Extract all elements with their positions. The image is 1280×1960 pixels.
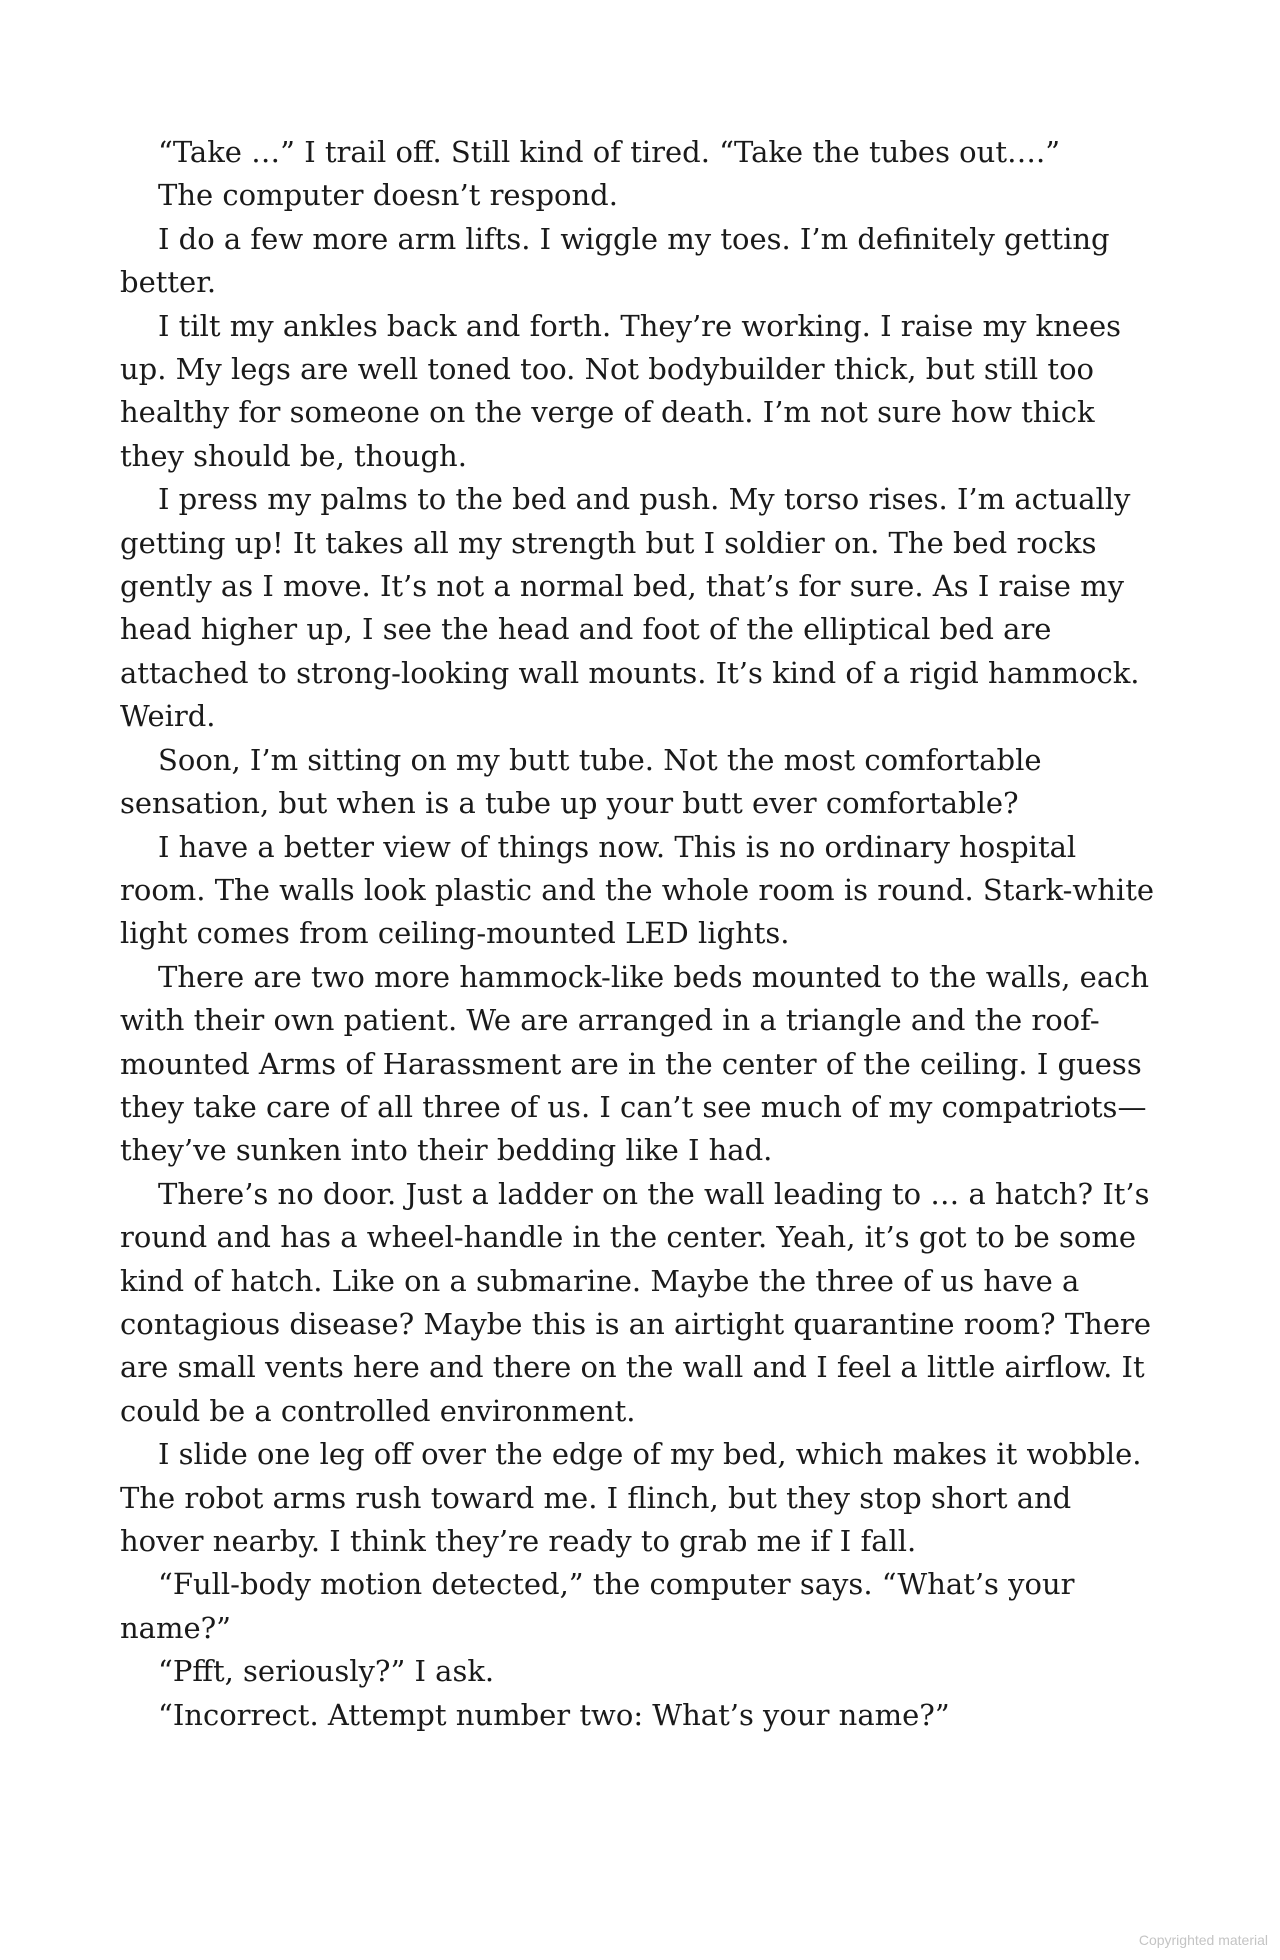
copyright-watermark: Copyrighted material [1138, 1932, 1268, 1948]
paragraph: Soon, I’m sitting on my butt tube. Not the most comfortable sensation, but when is a tube up your butt ever comfortable? [120, 742, 1042, 821]
paragraph: “Incorrect. Attempt number two: What’s your name?” [158, 1697, 950, 1732]
paragraph: The computer doesn’t respond. [158, 178, 618, 213]
body-text [120, 131, 1160, 1737]
paragraph: I have a better view of things now. This is no ordinary hospital room. The walls look plastic and the whole room is round. Stark-white light comes from ceiling-mounted LED lights. [120, 829, 1155, 951]
paragraph: “Take …” I trail off. Still kind of tired. “Take the tubes out….” [158, 135, 1061, 169]
paragraph: I slide one leg off over the edge of my bed, which makes it wobble. The robot arms rush toward me. I flinch, but they stop short and hover nearby. I think they’re ready to grab me if I fall. [120, 1437, 1142, 1558]
paragraph: I press my palms to the bed and push. My torso rises. I’m actually getting up! It takes all my strength but I soldier on. The bed rocks gently as I move. It’s not a normal bed, that’s for sure. As I raise my head higher up, I see the head and foot of the elliptical bed are attached to strong-looking wall mounts. It’s kind of a rigid hammock. Weird. [120, 482, 1140, 734]
paragraph: “Full-body motion detected,” the computer says. “What’s your name?” [120, 1567, 1075, 1645]
paragraph: There are two more hammock-like beds mounted to the walls, each with their own patient. We are arranged in a triangle and the roof-mounted Arms of Harassment are in the center of the ceiling. I guess they take care of all three of us. I can’t see much of my compatriots—they’ve sunken into their bedding like I had. [120, 959, 1150, 1168]
paragraph: I tilt my ankles back and forth. They’re working. I raise my knees up. My legs are well toned too. Not bodybuilder thick, but still too healthy for someone on the verge of death. I’m not sure how thick they should be, though. [120, 308, 1122, 473]
paragraph: “Pfft, seriously?” I ask. [158, 1654, 495, 1689]
paragraph: I do a few more arm lifts. I wiggle my toes. I’m definitely getting better. [120, 221, 1110, 300]
paragraph: There’s no door. Just a ladder on the wall leading to … a hatch? It’s round and has a wheel-handle in the center. Yeah, it’s got to be some kind of hatch. Like on a submarine. Maybe the three of us have a contagious disease? Maybe this is an airtight quarantine room? There are small vents here and there on the wall and I feel a little airflow. It could be a controlled environment. [120, 1176, 1152, 1428]
